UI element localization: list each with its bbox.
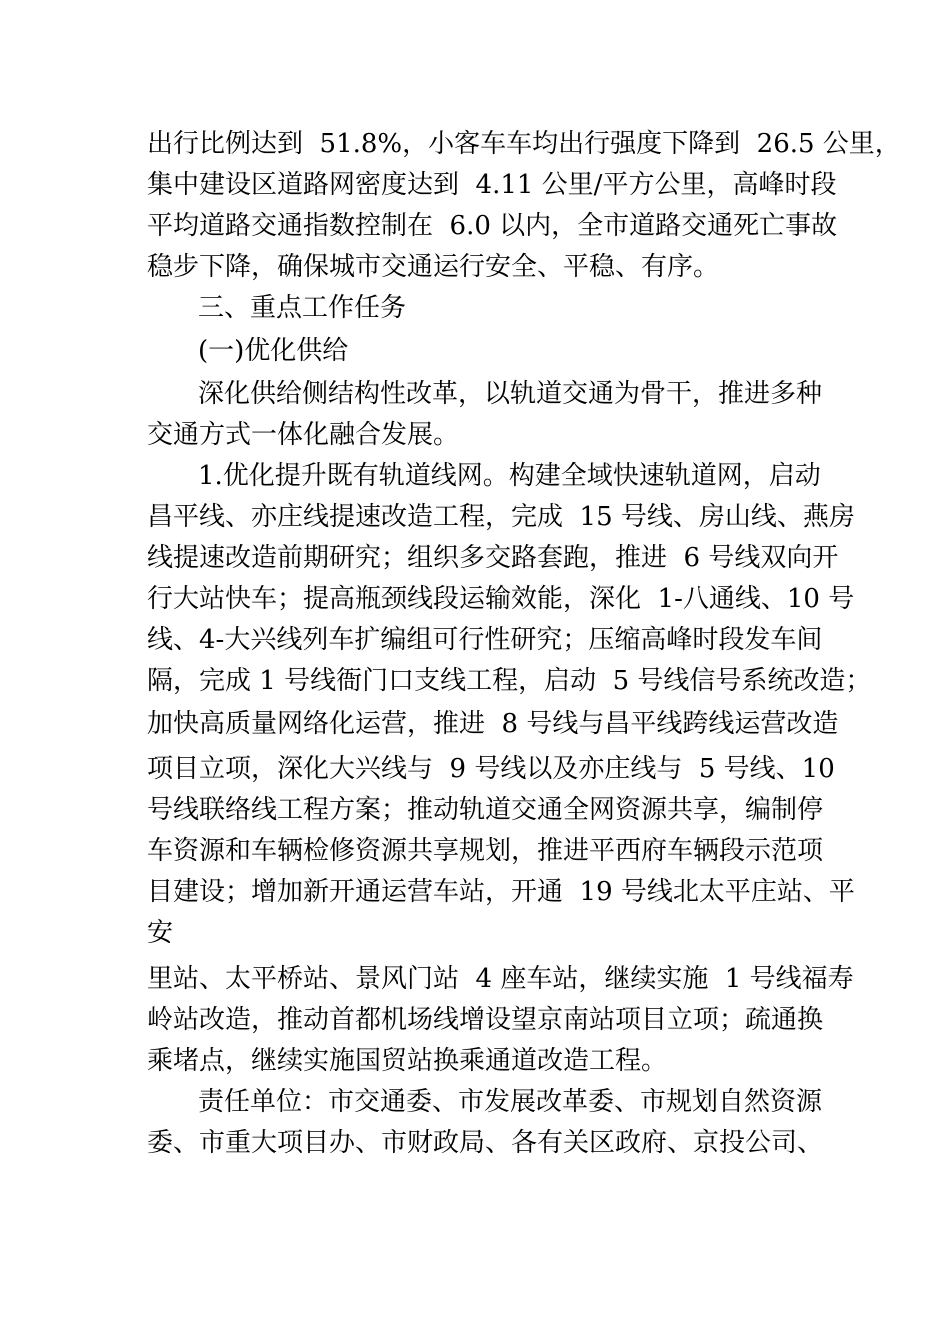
section-heading: 三、重点工作任务 [198, 293, 407, 323]
body-line: 平均道路交通指数控制在 6.0 以内，全市道路交通死亡事故 [147, 211, 838, 241]
body-line: 项目立项，深化大兴线与 9 号线以及亦庄线与 5 号线、10 [147, 754, 835, 784]
subsection-heading: (一)优化供给 [198, 336, 349, 366]
body-line: 加快高质量网络化运营，推进 8 号线与昌平线跨线运营改造 [147, 709, 839, 739]
body-line: 号线联络线工程方案；推动轨道交通全网资源共享，编制停 [147, 795, 824, 825]
body-line: 安 [147, 918, 174, 948]
item-heading-line: 1.优化提升既有轨道线网。构建全域快速轨道网，启动 [198, 461, 821, 491]
body-line: 出行比例达到 51.8%，小客车车均出行强度下降到 26.5 公里， [147, 129, 901, 159]
body-line: 岭站改造，推动首都机场线增设望京南站项目立项；疏通换 [147, 1005, 824, 1035]
body-line: 线提速改造前期研究；组织多交路套跑，推进 6 号线双向开 [147, 543, 839, 573]
body-line: 线、4-大兴线列车扩编组可行性研究；压缩高峰时段发车间 [147, 625, 823, 655]
body-line: 稳步下降，确保城市交通运行安全、平稳、有序。 [147, 252, 720, 282]
body-line: 集中建设区道路网密度达到 4.11 公里/平方公里，高峰时段 [147, 170, 837, 200]
body-line: 车资源和车辆检修资源共享规划，推进平西府车辆段示范项 [147, 836, 824, 866]
body-line: 里站、太平桥站、景风门站 4 座车站，继续实施 1 号线福寿 [147, 964, 854, 994]
responsible-units-line: 责任单位：市交通委、市发展改革委、市规划自然资源 [198, 1087, 823, 1117]
body-line: 行大站快车；提高瓶颈线段运输效能，深化 1-八通线、10 号 [147, 584, 855, 614]
body-line: 隔，完成 1 号线衙门口支线工程，启动 5 号线信号系统改造； [147, 666, 872, 696]
body-line: 深化供给侧结构性改革，以轨道交通为骨干，推进多种 [198, 379, 823, 409]
body-line: 昌平线、亦庄线提速改造工程，完成 15 号线、房山线、燕房 [147, 502, 855, 532]
responsible-units-line: 委、市重大项目办、市财政局、各有关区政府、京投公司、 [147, 1128, 824, 1158]
body-line: 交通方式一体化融合发展。 [147, 420, 460, 450]
body-line: 目建设；增加新开通运营车站，开通 19 号线北太平庄站、平 [147, 877, 855, 907]
body-line: 乘堵点，继续实施国贸站换乘通道改造工程。 [147, 1046, 668, 1076]
